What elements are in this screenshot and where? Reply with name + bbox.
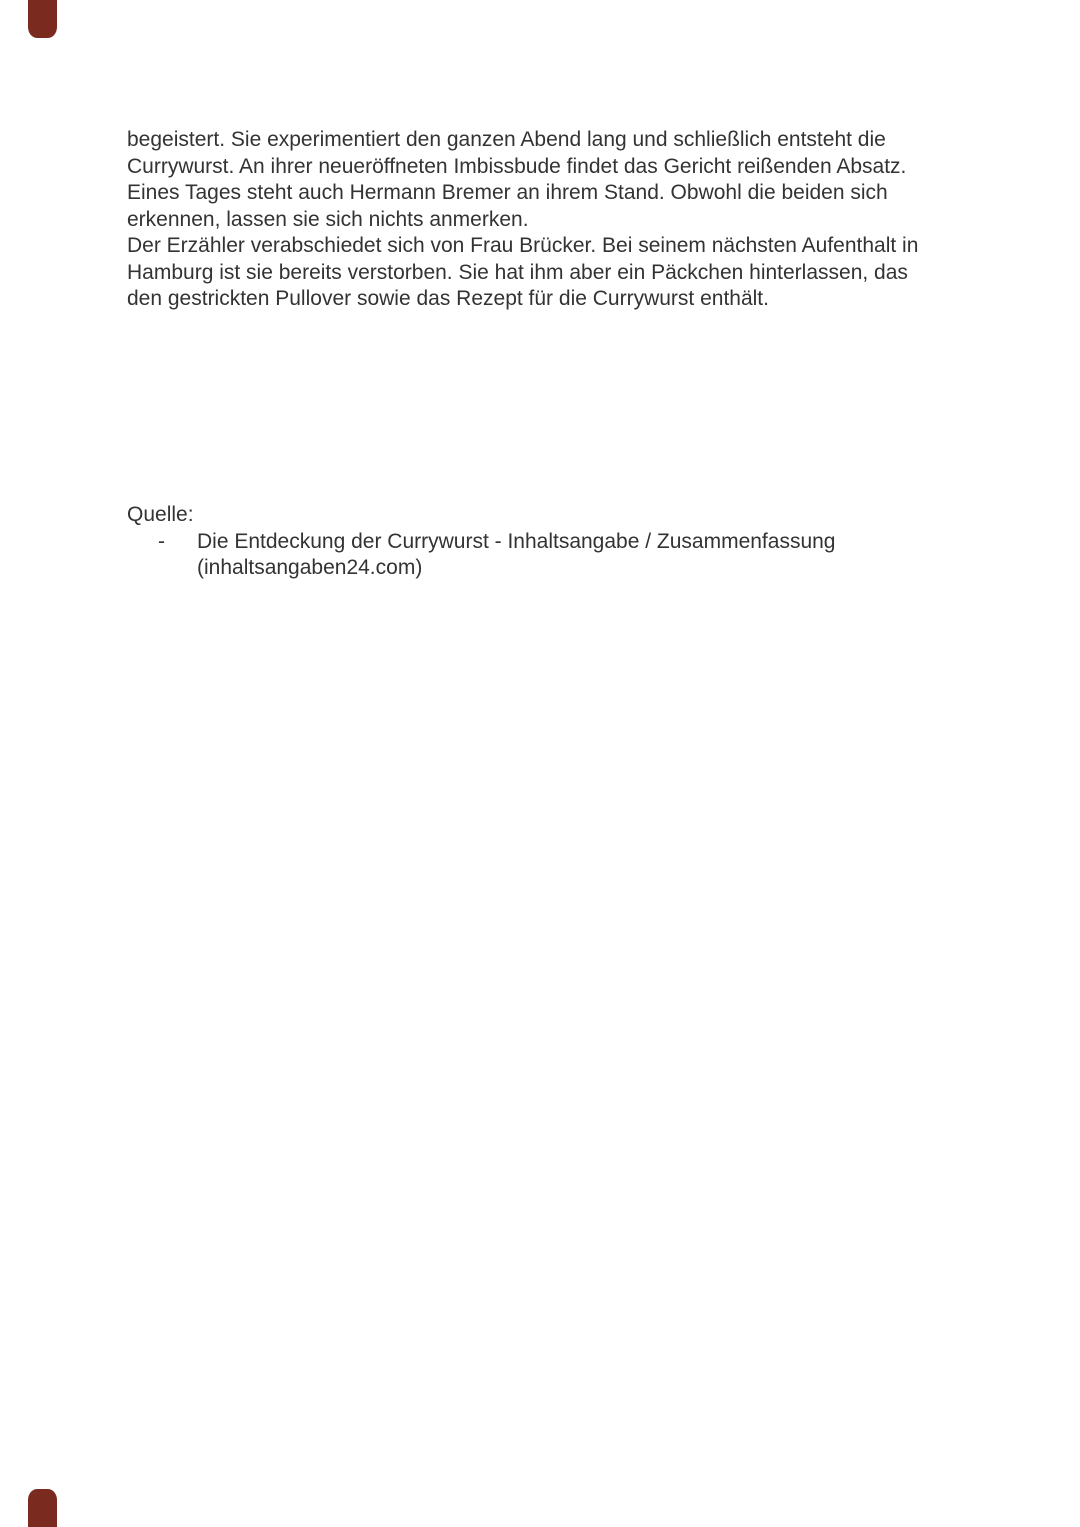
source-item-line: (inhaltsangaben24.com) bbox=[197, 556, 423, 579]
summary-line: den gestrickten Pullover sowie das Rezept für die Currywurst enthält. bbox=[127, 287, 769, 310]
summary-line: Currywurst. An ihrer neueröffneten Imbissbude findet das Gericht reißenden Absatz. bbox=[127, 154, 907, 178]
source-heading: Quelle: bbox=[127, 503, 194, 526]
summary-line: Hamburg ist sie bereits verstorben. Sie hat ihm aber ein Päckchen hinterlassen, das bbox=[127, 260, 908, 284]
summary-paragraph bbox=[127, 127, 997, 313]
summary-line: erkennen, lassen sie sich nichts anmerken. bbox=[127, 207, 529, 231]
source-item-line: Die Entdeckung der Currywurst - Inhaltsangabe / Zusammenfassung bbox=[197, 529, 836, 553]
summary-line: Der Erzähler verabschiedet sich von Frau Brücker. Bei seinem nächsten Aufenthalt in bbox=[127, 234, 919, 257]
summary-line: begeistert. Sie experimentiert den ganzen Abend lang und schließlich entsteht die bbox=[127, 128, 886, 151]
page-edge-mark-bottom bbox=[28, 1489, 57, 1527]
source-section bbox=[127, 502, 997, 582]
source-item-text bbox=[197, 529, 997, 582]
page-edge-mark-top bbox=[28, 0, 57, 38]
source-item bbox=[127, 529, 997, 582]
summary-line: Eines Tages steht auch Hermann Bremer an ihrem Stand. Obwohl die beiden sich bbox=[127, 181, 888, 204]
bullet-marker: - bbox=[158, 529, 165, 553]
